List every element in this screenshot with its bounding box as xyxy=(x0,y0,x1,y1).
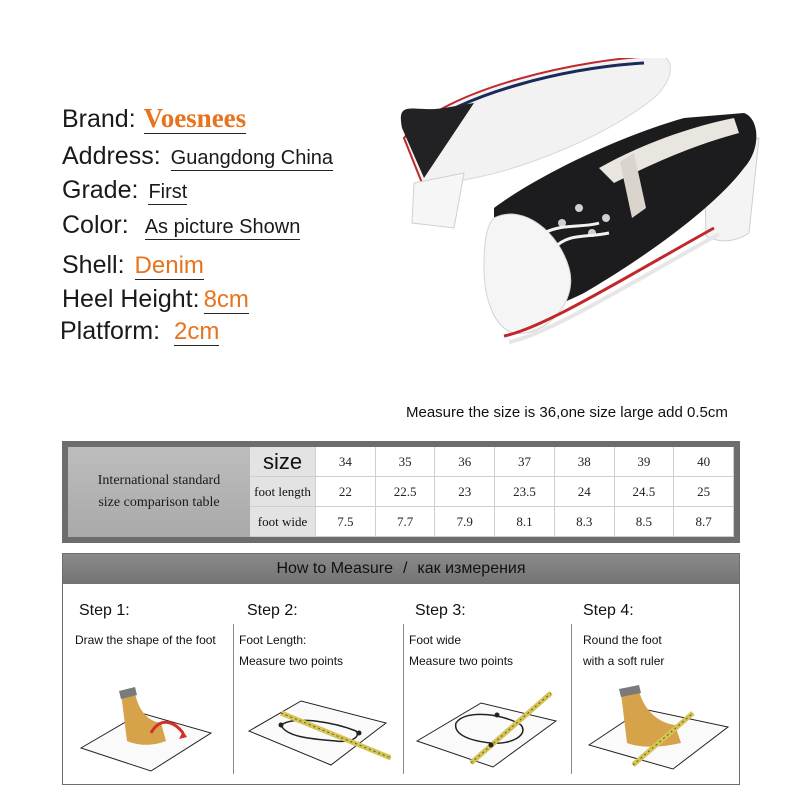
foot-wrap-ruler-icon xyxy=(583,653,733,773)
step-3-title: Step 3: xyxy=(415,602,466,619)
size-cell: 37 xyxy=(495,447,555,477)
step-4-title: Step 4: xyxy=(583,602,634,619)
step-2-line-1: Foot Length: xyxy=(239,633,307,647)
size-note: Measure the size is 36,one size large add 0.5cm xyxy=(406,404,728,421)
foot-wide-cell: 7.7 xyxy=(376,507,436,537)
spec-brand xyxy=(62,104,246,134)
address-value: Guangdong China xyxy=(170,147,334,169)
shell-label: Shell: xyxy=(62,251,125,279)
size-cell: 38 xyxy=(555,447,615,477)
step-1-desc xyxy=(75,630,216,651)
step-1-line-1: Draw the shape of the foot xyxy=(75,633,216,647)
grade-label: Grade: xyxy=(62,176,139,204)
foot-length-cell: 22 xyxy=(316,477,376,507)
spec-color xyxy=(62,211,300,240)
foot-wide-cell: 8.7 xyxy=(674,507,734,537)
foot-wide-cell: 8.5 xyxy=(615,507,675,537)
shoe-illustration xyxy=(384,58,784,388)
row-label-foot-wide: foot wide xyxy=(250,507,316,537)
brand-value: Voesnees xyxy=(143,103,247,133)
brand-label: Brand: xyxy=(62,105,136,133)
spec-grade xyxy=(62,176,187,205)
foot-length-cell: 24 xyxy=(555,477,615,507)
caption-line-2: size comparison table xyxy=(98,495,220,510)
step-divider xyxy=(403,624,404,774)
foot-wide-cell: 7.5 xyxy=(316,507,376,537)
color-value: As picture Shown xyxy=(144,216,301,238)
spec-heel-height xyxy=(62,285,249,314)
address-label: Address: xyxy=(62,142,161,170)
size-grid xyxy=(250,447,734,537)
caption-line-1: International standard xyxy=(97,472,221,488)
row-label-size: size xyxy=(250,447,316,477)
foot-length-cell: 24.5 xyxy=(615,477,675,507)
size-cell: 34 xyxy=(316,447,376,477)
step-divider xyxy=(571,624,572,774)
spec-platform xyxy=(60,317,219,346)
foot-wide-cell: 8.3 xyxy=(555,507,615,537)
step-3-line-1: Foot wide xyxy=(409,633,462,647)
foot-wide-cell: 7.9 xyxy=(435,507,495,537)
heel-label: Heel Height: xyxy=(62,285,200,313)
step-2-title: Step 2: xyxy=(247,602,298,619)
step-2-line-2: Measure two points xyxy=(239,654,344,668)
measure-title-ru: как измерения xyxy=(417,560,526,577)
grade-value: First xyxy=(148,181,188,203)
foot-length-cell: 22.5 xyxy=(376,477,436,507)
foot-length-cell: 25 xyxy=(674,477,734,507)
measure-title-en: How to Measure xyxy=(276,560,393,577)
foot-on-paper-icon xyxy=(71,653,221,773)
step-4-line-2: with a soft ruler xyxy=(583,654,665,668)
foot-length-cell: 23 xyxy=(435,477,495,507)
platform-value: 2cm xyxy=(174,318,220,345)
heel-value: 8cm xyxy=(203,286,249,313)
foot-wide-ruler-icon xyxy=(411,653,561,773)
size-cell: 35 xyxy=(376,447,436,477)
row-label-foot-length: foot length xyxy=(250,477,316,507)
foot-outline-ruler-icon xyxy=(241,653,391,773)
foot-length-cell: 23.5 xyxy=(495,477,555,507)
shell-value: Denim xyxy=(134,252,204,279)
how-to-measure-panel xyxy=(62,553,740,785)
size-table-inner xyxy=(68,447,734,537)
foot-wide-cell: 8.1 xyxy=(495,507,555,537)
spec-address xyxy=(62,142,333,171)
size-cell: 36 xyxy=(435,447,495,477)
size-comparison-table xyxy=(62,441,740,543)
step-divider xyxy=(233,624,234,774)
measure-title-separator: / xyxy=(402,560,408,577)
platform-label: Platform: xyxy=(60,317,161,345)
step-1-title: Step 1: xyxy=(79,602,130,619)
size-table-caption xyxy=(68,447,250,537)
step-4-line-1: Round the foot xyxy=(583,633,662,647)
step-3-line-2: Measure two points xyxy=(409,654,514,668)
color-label: Color: xyxy=(62,211,129,239)
spec-shell xyxy=(62,251,204,280)
size-cell: 39 xyxy=(615,447,675,477)
measure-title xyxy=(63,554,739,584)
size-cell: 40 xyxy=(674,447,734,477)
